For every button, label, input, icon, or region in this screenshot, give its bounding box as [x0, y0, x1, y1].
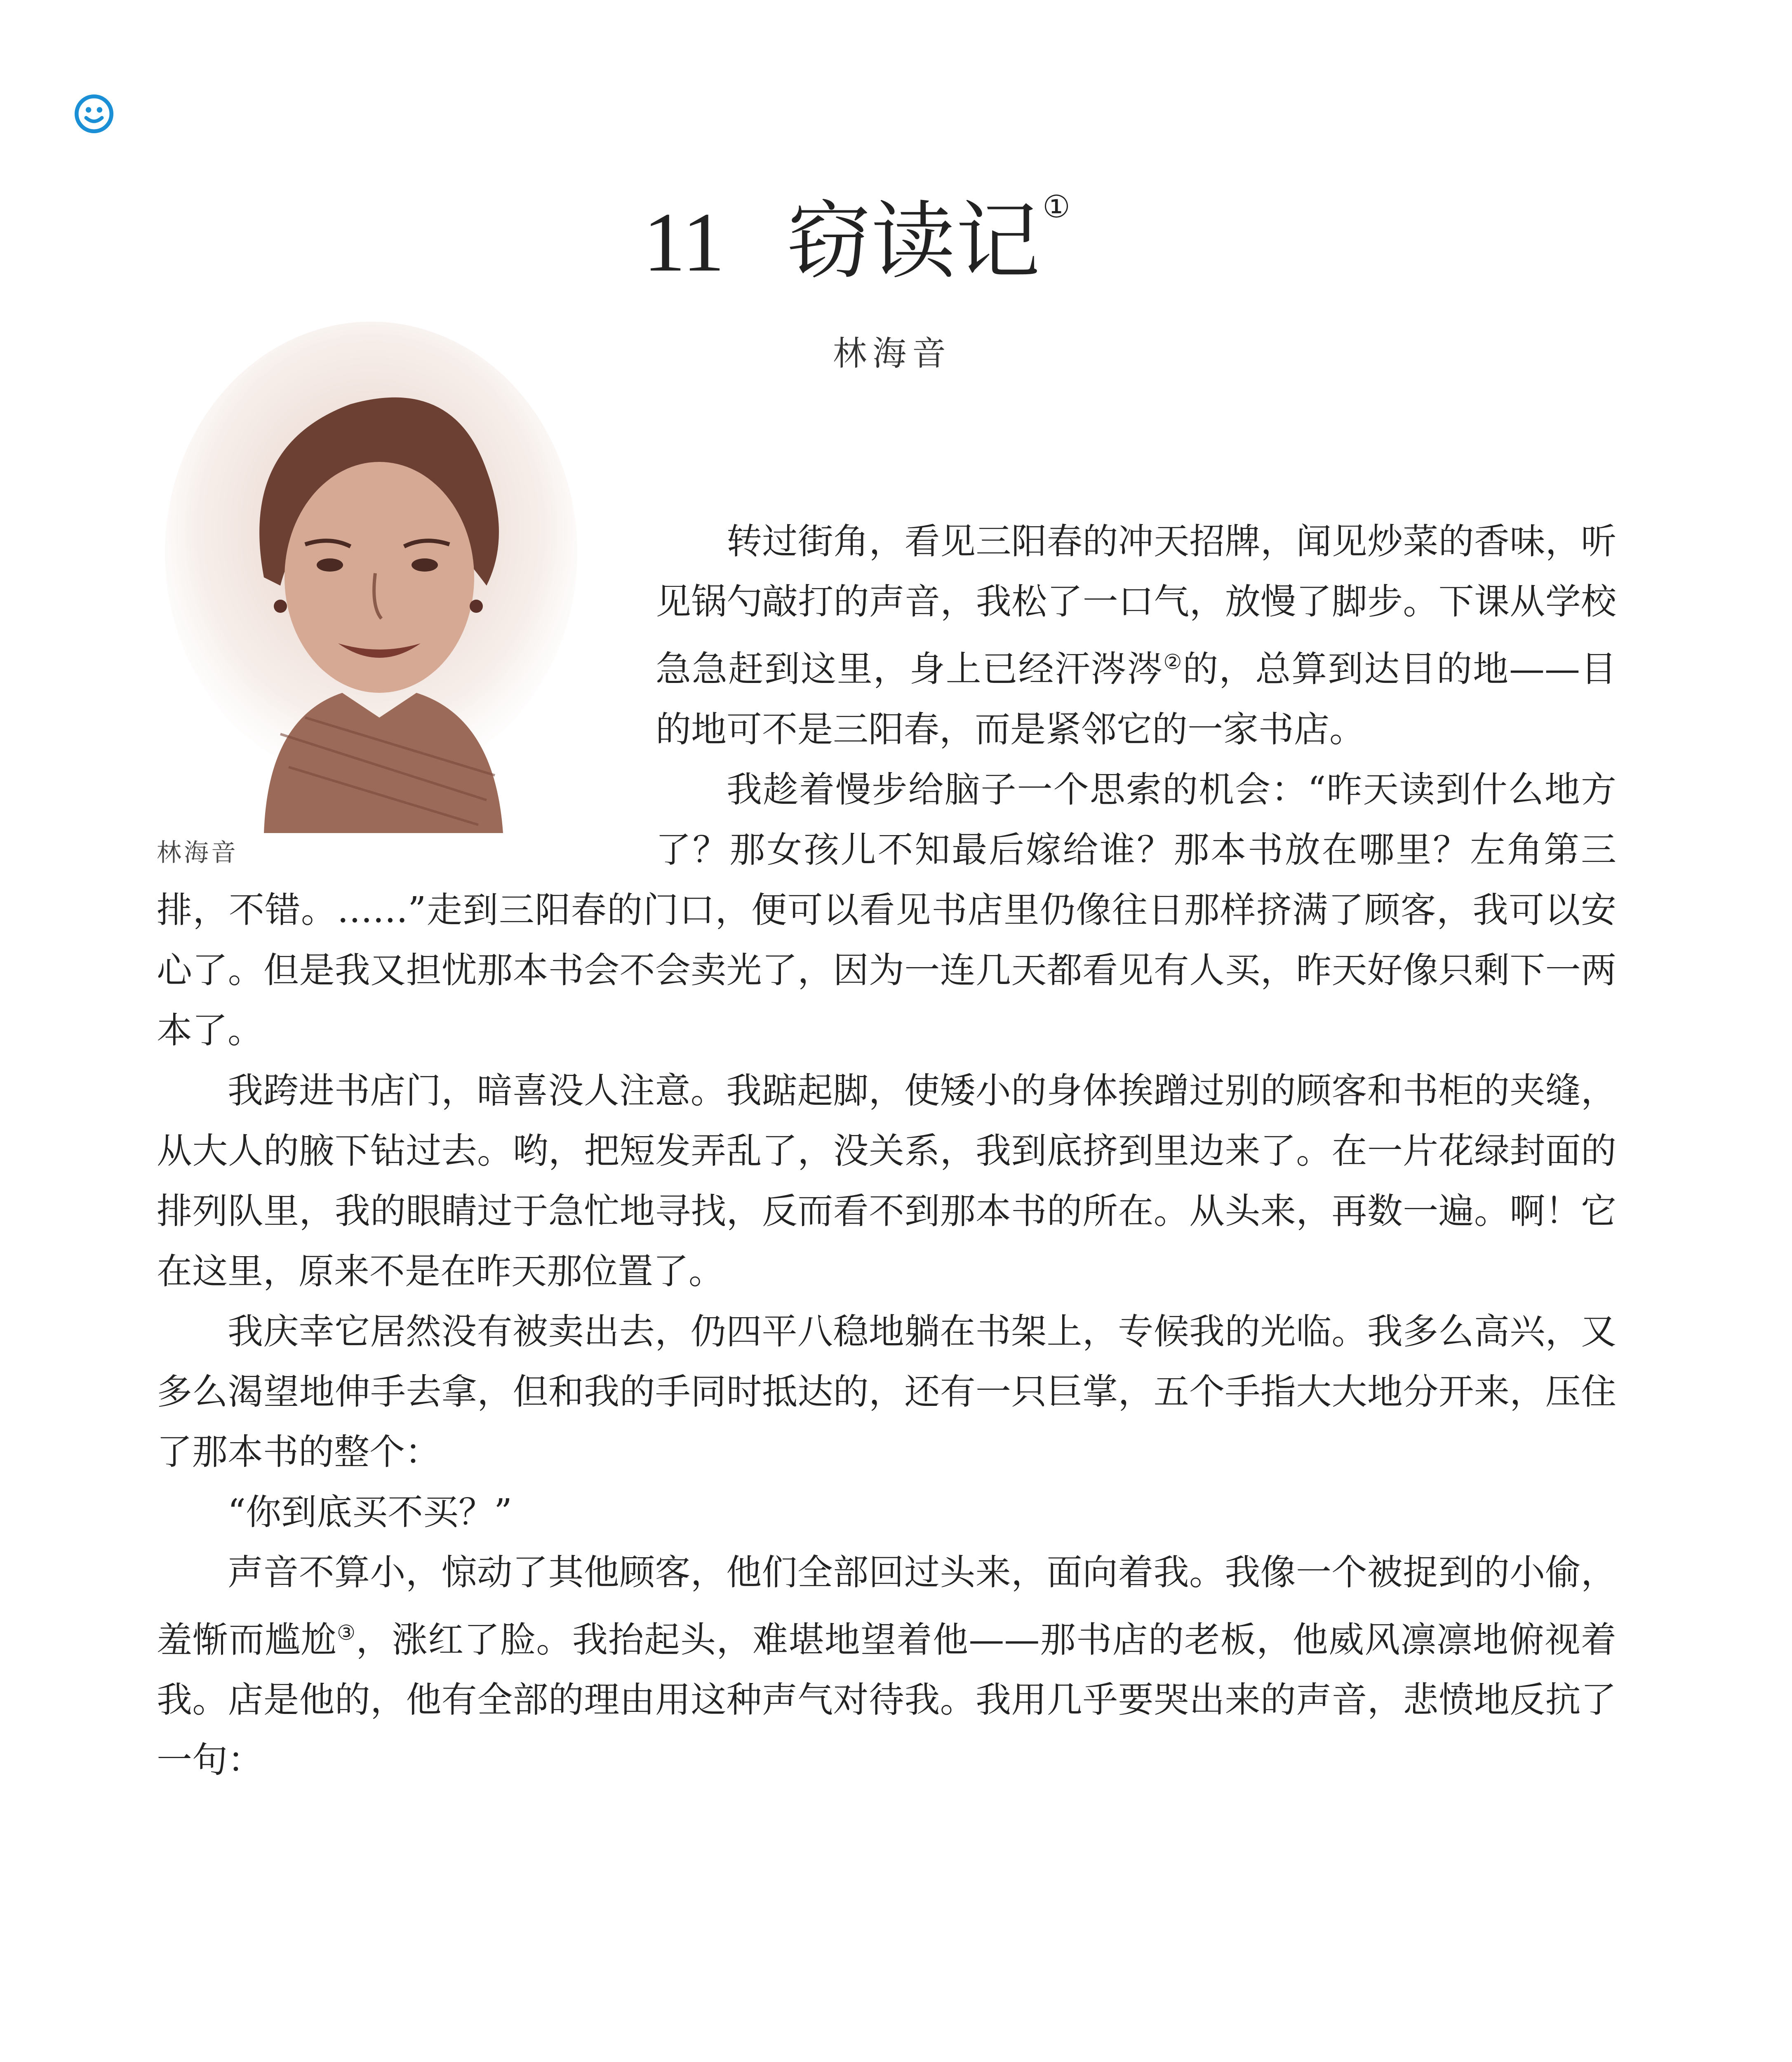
- paragraph: “你到底买不买？”: [228, 1491, 512, 1533]
- title-text: 窃读记: [786, 193, 1040, 291]
- article-body: [157, 511, 1616, 1790]
- title-footnote-mark: ①: [1042, 188, 1070, 225]
- lesson-number: 11: [643, 195, 725, 289]
- lesson-title: [643, 173, 1070, 295]
- portrait-space: [157, 511, 656, 858]
- footnote-mark: ③: [337, 1620, 356, 1645]
- paragraph: 转过街角，看见三阳春的冲天招牌，闻见炒菜的香味，听见锅勺敲打的声音，我松了一口气，放慢了脚步。下课从学校急急赶到这里，身上已经汗涔涔②的，总算到达目的地——目的地可不是三阳春，而是紧邻它的一家书店。: [656, 521, 1617, 750]
- paragraph: 我趁着慢步给脑子一个思索的机会：“昨天读到什么地方了？那女孩儿不知最后嫁给谁？那本书放在哪里？左角第三排，不错。……”走到三阳春的门口，便可以看见书店里仍像往日那样挤满了顾客，我可以安心了。但是我又担忧那本书会不会卖光了，因为一连几天都看见有人买，昨天好像只剩下一两本了。: [157, 769, 1616, 1051]
- paragraph: 声音不算小，惊动了其他顾客，他们全部回过头来，面向着我。我像一个被捉到的小偷，羞惭而尴尬③，涨红了脸。我抬起头，难堪地望着他——那书店的老板，他威风凛凛地俯视着我。店是他的，他有全部的理由用这种声气对待我。我用几乎要哭出来的声音，悲愤地反抗了一句：: [157, 1551, 1617, 1781]
- paragraph: 我庆幸它居然没有被卖出去，仍四平八稳地躺在书架上，专候我的光临。我多么高兴，又多么渴望地伸手去拿，但和我的手同时抵达的，还有一只巨掌，五个手指大大地分开来，压住了那本书的整个：: [157, 1311, 1616, 1473]
- footnote-mark: ②: [1163, 650, 1183, 674]
- portrait-caption: 林海音: [157, 838, 238, 867]
- smiley-icon: [74, 94, 114, 134]
- paragraph: 我跨进书店门，暗喜没人注意。我踮起脚，使矮小的身体挨蹭过别的顾客和书柜的夹缝，从大人的腋下钻过去。哟，把短发弄乱了，没关系，我到底挤到里边来了。在一片花绿封面的排列队里，我的眼睛过于急忙地寻找，反而看不到那本书的所在。从头来，再数一遍。啊！它在这里，原来不是在昨天那位置了。: [157, 1070, 1616, 1292]
- author-name: 林海音: [833, 334, 952, 373]
